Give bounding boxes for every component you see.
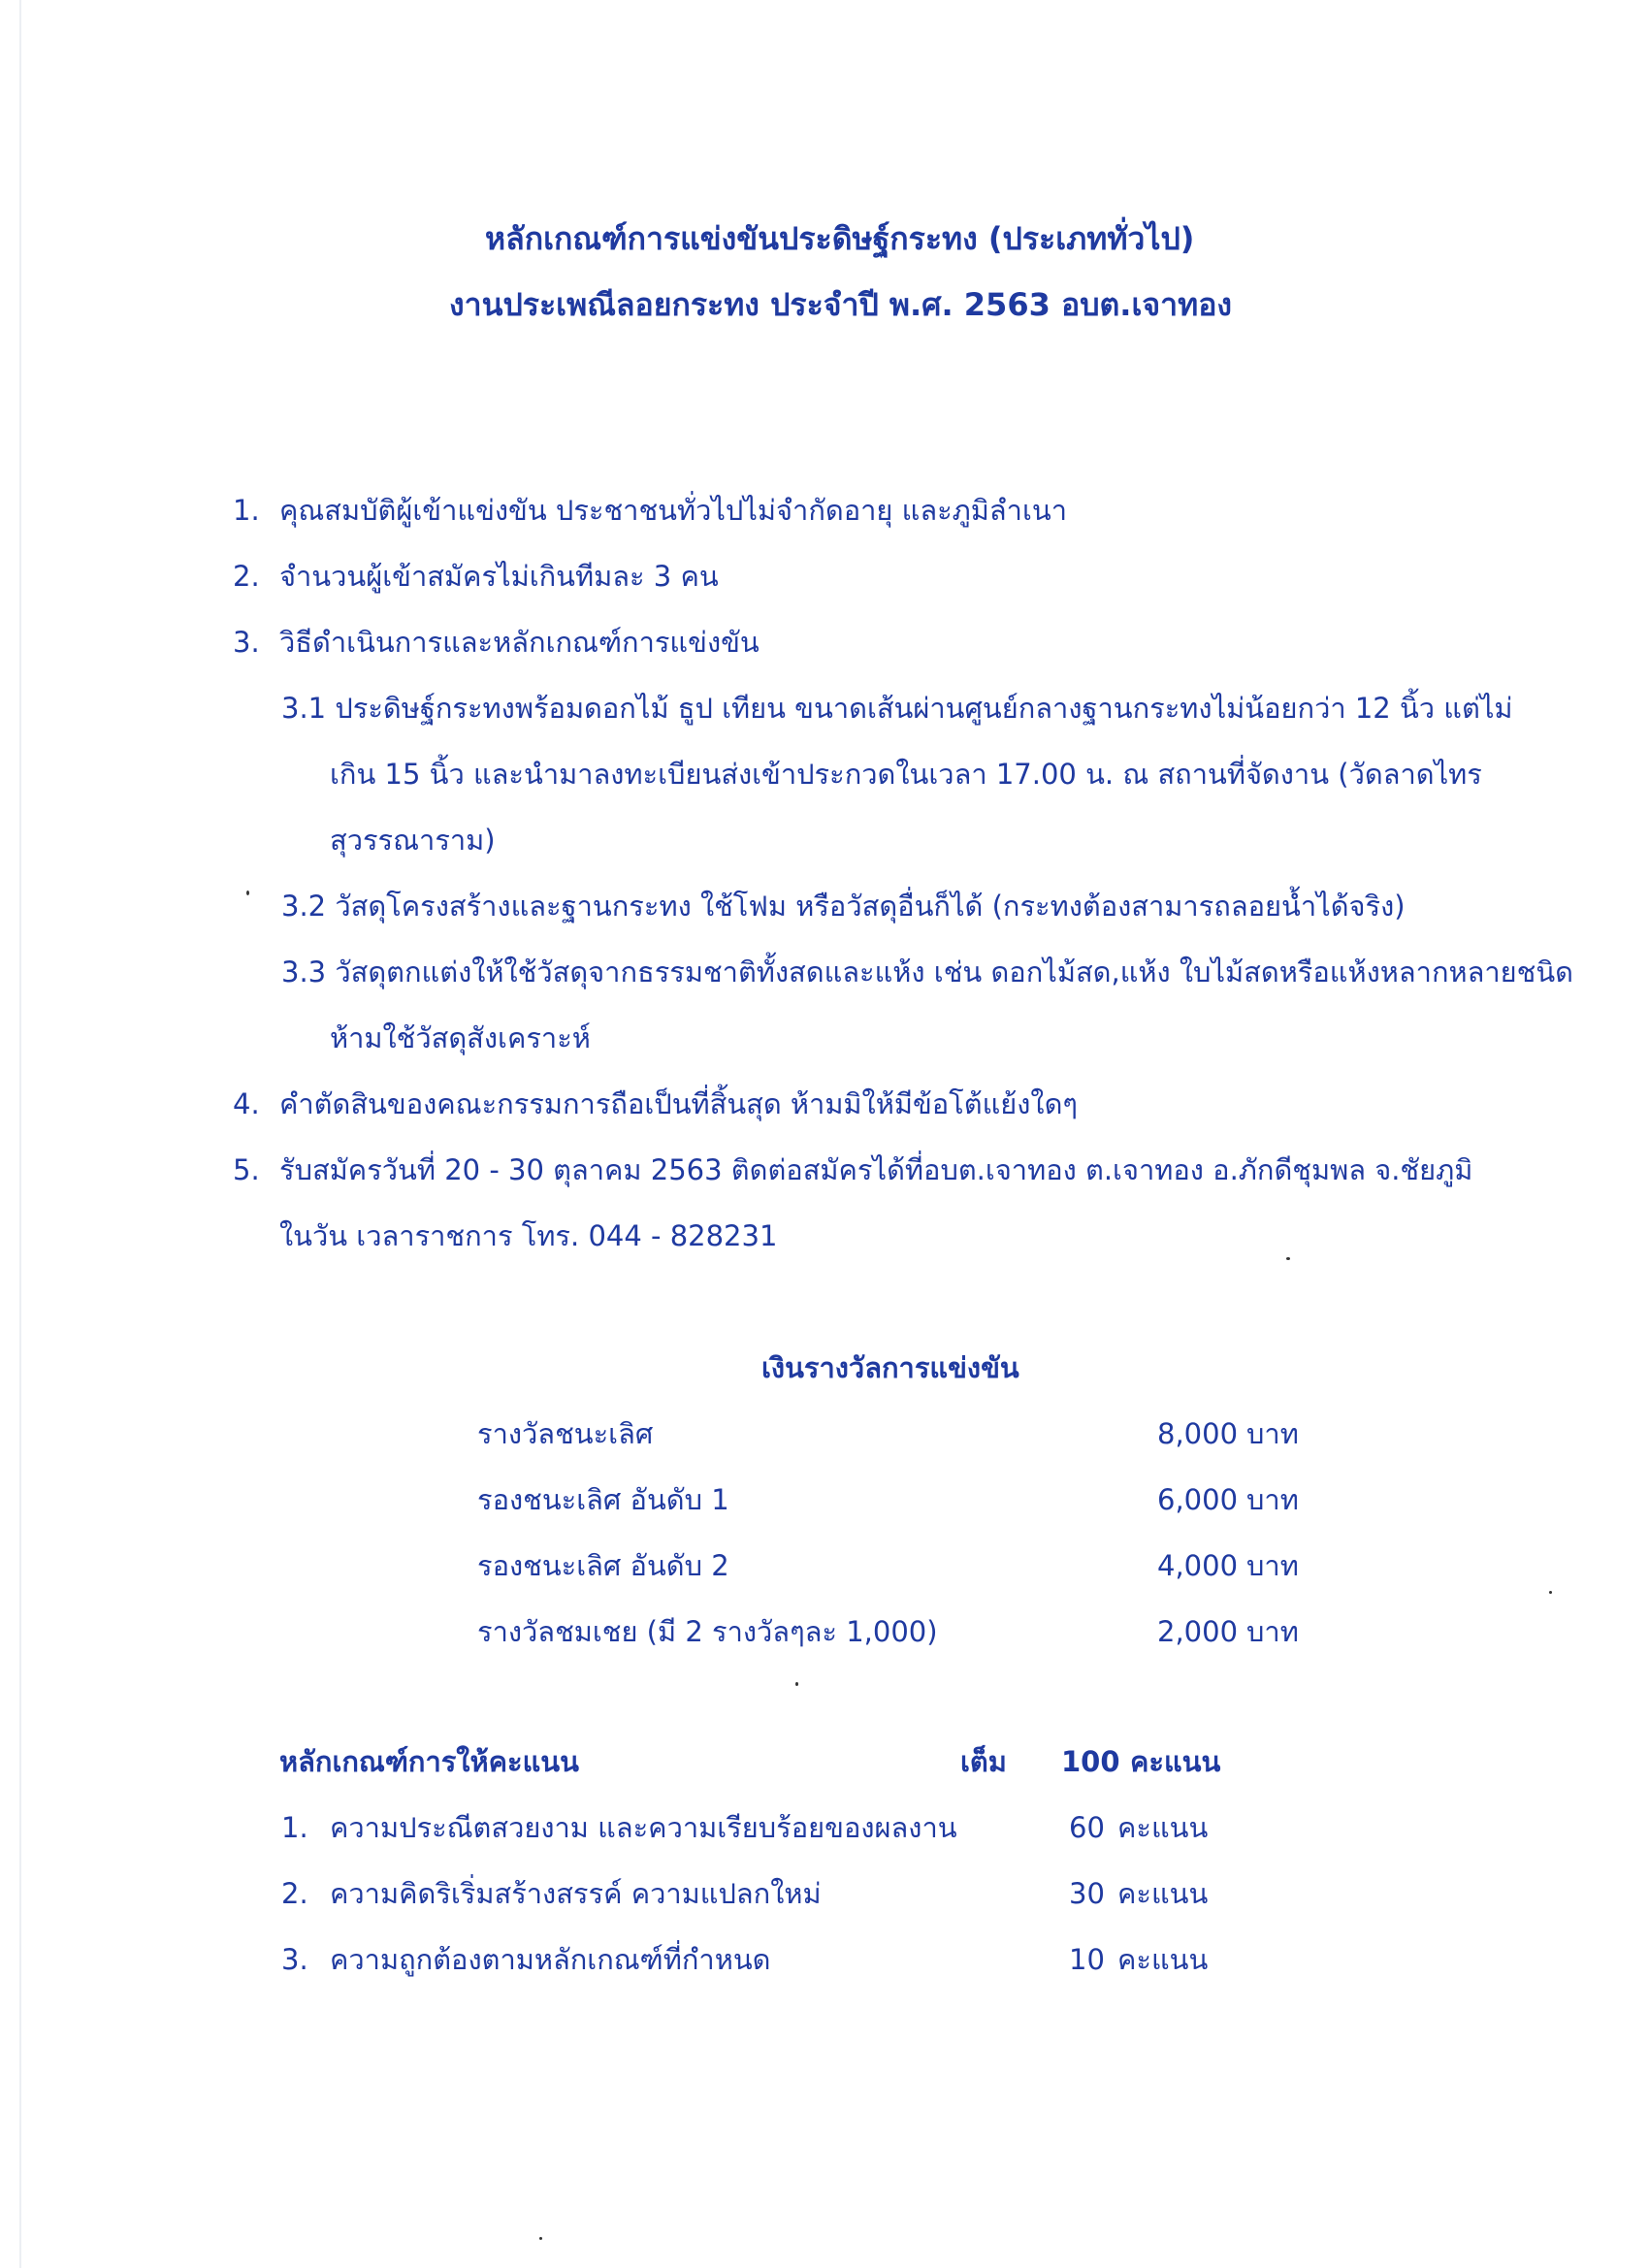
scoring-full-label: เต็ม [960, 1745, 1007, 1778]
rule-3-1-line1: 3.1 ประดิษฐ์กระทงพร้อมดอกไม้ ธูป เทียน ขนาดเส้นผ่านศูนย์กลางฐานกระทงไม่น้อยกว่า 12 นิ้ว แต่ไม่ [281, 692, 1513, 725]
prize-amount: 8,000 [1157, 1417, 1239, 1450]
prize-amount: 6,000 [1157, 1483, 1239, 1516]
prize-amount: 4,000 [1157, 1549, 1239, 1582]
prizes-heading: เงินรางวัลการแข่งขัน [761, 1351, 1019, 1384]
rule-3-3-line1: 3.3 วัสดุตกแต่งให้ใช้วัสดุจากธรรมชาติทั้งสดและแห้ง เช่น ดอกไม้สด,แห้ง ใบไม้สดหรือแห้งหลากหลายชนิด [281, 956, 1574, 988]
rule-5-text: รับสมัครวันที่ 20 - 30 ตุลาคม 2563 ติดต่อสมัครได้ที่อบต.เจาทอง ต.เจาทอง อ.ภักดีชุมพล จ.ชัยภูมิ [279, 1153, 1473, 1186]
prize-unit: บาท [1246, 1615, 1299, 1648]
prize-label: รางวัลชนะเลิศ [477, 1417, 654, 1450]
document-title-line1: หลักเกณฑ์การแข่งขันประดิษฐ์กระทง (ประเภททั่วไป) [485, 220, 1195, 257]
score-row-text: ความประณีตสวยงาม และความเรียบร้อยของผลงาน [330, 1811, 957, 1844]
prize-unit: บาท [1246, 1417, 1299, 1450]
rule-3-1-line3: สุวรรณาราม) [330, 824, 496, 857]
prize-label: รางวัลชมเชย (มี 2 รางวัลๆละ 1,000) [477, 1615, 938, 1648]
scoring-full-unit: คะแนน [1130, 1745, 1221, 1778]
prize-unit: บาท [1246, 1483, 1299, 1516]
scan-speck [539, 2237, 542, 2240]
score-row-points: 30 [1069, 1877, 1105, 1910]
rule-3-text: วิธีดำเนินการและหลักเกณฑ์การแข่งขัน [279, 626, 760, 659]
prize-label: รองชนะเลิศ อันดับ 1 [477, 1483, 729, 1516]
rule-3-number: 3. [233, 626, 260, 659]
rule-1-number: 1. [233, 494, 260, 527]
scan-speck [795, 1682, 798, 1686]
scoring-heading: หลักเกณฑ์การให้คะแนน [279, 1745, 579, 1778]
rule-5-line2: ในวัน เวลาราชการ โทร. 044 - 828231 [279, 1219, 778, 1252]
score-row-number: 3. [281, 1943, 308, 1976]
score-row-text: ความถูกต้องตามหลักเกณฑ์ที่กำหนด [330, 1943, 771, 1976]
scoring-full-score: 100 [1061, 1745, 1120, 1778]
score-row-points: 10 [1069, 1943, 1105, 1976]
rule-2-number: 2. [233, 560, 260, 593]
rule-3-1-line2: เกิน 15 นิ้ว และนำมาลงทะเบียนส่งเข้าประกวดในเวลา 17.00 น. ณ สถานที่จัดงาน (วัดลาดไทร [330, 758, 1482, 791]
score-row-unit: คะแนน [1117, 1811, 1209, 1844]
prize-amount: 2,000 [1157, 1615, 1239, 1648]
rule-4-text: คำตัดสินของคณะกรรมการถือเป็นที่สิ้นสุด ห้ามมิให้มีข้อโต้แย้งใดๆ [279, 1087, 1079, 1120]
score-row-number: 1. [281, 1811, 308, 1844]
score-row-number: 2. [281, 1877, 308, 1910]
rule-4-number: 4. [233, 1087, 260, 1120]
prize-unit: บาท [1246, 1549, 1299, 1582]
score-row-unit: คะแนน [1117, 1877, 1209, 1910]
rule-3-2-line1: 3.2 วัสดุโครงสร้างและฐานกระทง ใช้โฟม หรือวัสดุอื่นก็ได้ (กระทงต้องสามารถลอยน้ำได้จริง) [281, 890, 1406, 923]
document-page [21, 0, 1627, 2268]
score-row-text: ความคิดริเริ่มสร้างสรรค์ ความแปลกใหม่ [330, 1877, 822, 1910]
score-row-unit: คะแนน [1117, 1943, 1209, 1976]
rule-3-3-line2: ห้ามใช้วัสดุสังเคราะห์ [330, 1021, 591, 1054]
rule-2-text: จำนวนผู้เข้าสมัครไม่เกินทีมละ 3 คน [279, 560, 719, 593]
rule-5-number: 5. [233, 1153, 260, 1186]
scan-speck [1549, 1591, 1552, 1594]
rule-1-text: คุณสมบัติผู้เข้าแข่งขัน ประชาชนทั่วไปไม่จำกัดอายุ และภูมิลำเนา [279, 494, 1067, 527]
prize-label: รองชนะเลิศ อันดับ 2 [477, 1549, 729, 1582]
document-title-line2: งานประเพณีลอยกระทง ประจำปี พ.ศ. 2563 อบต.เจาทอง [449, 286, 1233, 323]
scan-speck [1286, 1257, 1290, 1260]
scan-speck [246, 891, 249, 895]
score-row-points: 60 [1069, 1811, 1105, 1844]
